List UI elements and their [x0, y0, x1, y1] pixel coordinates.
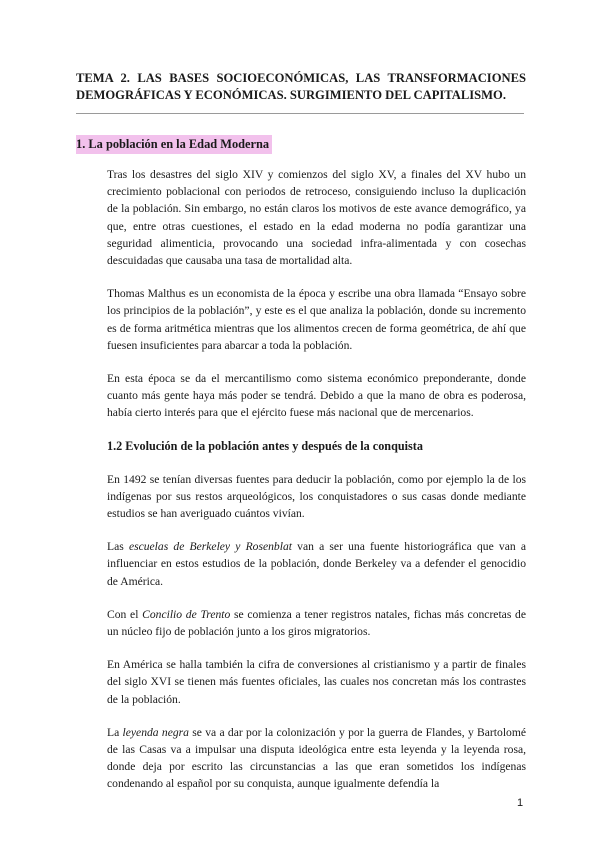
- italic-term: leyenda negra: [122, 725, 189, 739]
- paragraph: En esta época se da el mercantilismo como sistema económico preponderante, donde cuanto más gente haya más poder se tendrá. Debido a que la mano de obra es poderosa, había cierto interés para que el ejército fuese más nacional que de mercenarios.: [107, 372, 526, 420]
- subsection-heading-evolucion: 1.2 Evolución de la población antes y después de la conquista: [107, 438, 423, 453]
- section-heading-poblacion: 1. La población en la Edad Moderna: [76, 135, 272, 154]
- text-run: se comienza a tener registros natales, fichas más concretas de un núcleo fijo de población junto a los giros migratorios.: [107, 607, 526, 639]
- document-title: TEMA 2. LAS BASES SOCIOECONÓMICAS, LAS TRANSFORMACIONES DEMOGRÁFICAS Y ECONÓMICAS. SURGIMIENTO DEL CAPITALISMO.: [76, 71, 526, 102]
- paragraph: Tras los desastres del siglo XIV y comienzos del siglo XV, a finales del XV hubo un crecimiento poblacional con periodos de retroceso, consiguiendo incluso la duplicación de la población. Sin embargo, no están claros los motivos de este avance demográfico, ya que, entre otras cuestiones, el estado en la edad moderna no podía garantizar una seguridad alimenticia, provocando una sociedad infra-alimentada y con cosechas descuidadas que causaba una tasa de mortalidad alta.: [107, 168, 526, 268]
- text-run: Las: [107, 540, 129, 554]
- text-run: Con el: [107, 607, 143, 621]
- paragraph: En 1492 se tenían diversas fuentes para deducir la población, como por ejemplo la de los indígenas por sus restos arqueológicos, los conquistadores o sus casas donde mediante estudios se han averiguado cuántos vivían.: [107, 472, 526, 521]
- text-run: La: [107, 725, 123, 739]
- document-body: [107, 166, 526, 809]
- text-run: van a ser una fuente historiográfica que van a influenciar en estos estudios de la población, donde Berkeley va a defender el genocidio de América.: [107, 540, 526, 588]
- paragraph: Thomas Malthus es un economista de la época y escribe una obra llamada “Ensayo sobre los principios de la población”, y este es el que analiza la población, donde su incremento es de forma aritmética mientras que los alimentos crecen de forma geométrica, de ahí que fuesen insuficientes para abarcar a toda la población.: [107, 287, 526, 352]
- paragraph: En América se halla también la cifra de conversiones al cristianismo y a partir de finales del siglo XVI se tienen más fuentes oficiales, las cuales nos concretan más los contrastes de la población.: [107, 658, 526, 706]
- italic-term: escuelas de Berkeley y Rosenblat: [128, 540, 292, 554]
- text-run: se va a dar por la colonización y por la guerra de Flandes, y Bartolomé de las Casas va a impulsar una disputa ideológica entre esta leyenda y la leyenda rosa, donde deja por escrito las circunstancias a las que eran sometidos los indígenas condenando al español por su conquista, aunque igualmente defendía la: [107, 725, 526, 791]
- page-number: 1: [517, 797, 524, 809]
- paragraph: [107, 606, 526, 640]
- paragraph: [107, 538, 526, 590]
- italic-term: Concilio de Trento: [142, 607, 231, 621]
- title-divider: [76, 113, 524, 114]
- paragraph: [107, 724, 526, 793]
